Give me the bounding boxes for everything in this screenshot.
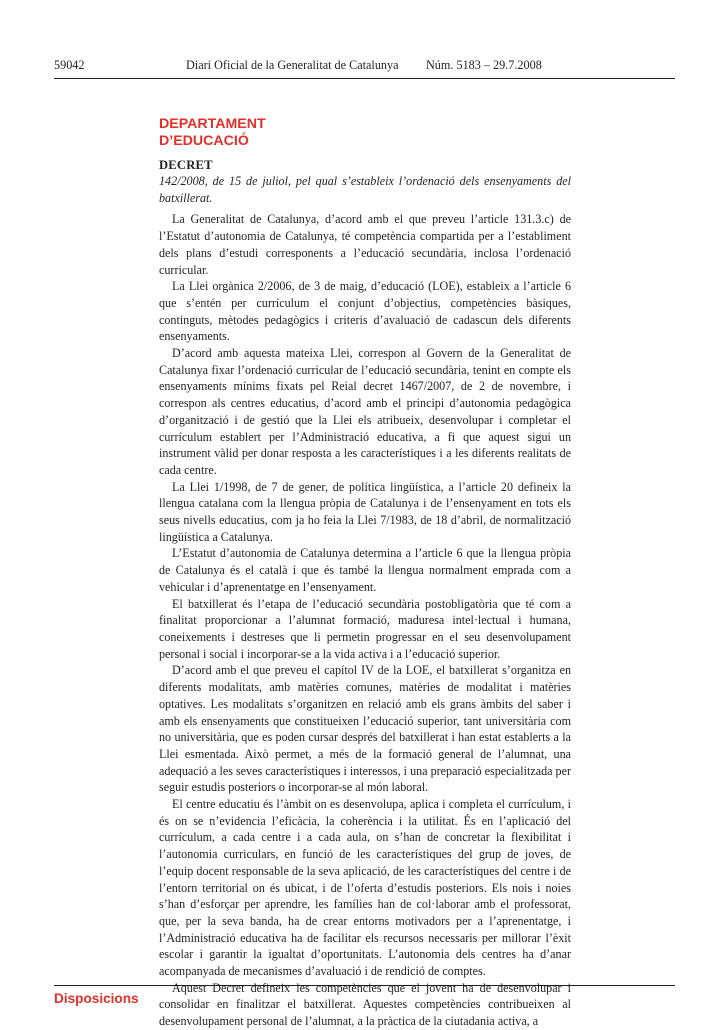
paragraph: Aquest Decret defineix les competències que el jovent ha de desenvolupar i consolidar en finalitzar el batxillerat. Aquestes competències contribueixen al desenvolupament personal de l’alumnat, a la pràctica de la ciutadania activa, a — [159, 980, 571, 1029]
decree-subtitle: 142/2008, de 15 de juliol, pel qual s’estableix l’ordenació dels ensenyaments del batxillerat. — [159, 174, 571, 205]
paragraph: L’Estatut d’autonomia de Catalunya determina a l’article 6 que la llengua pròpia de Catalunya és el català i que és també la llengua normalment emprada com a vehicular i d’aprenentatge en l’ensenyament. — [159, 546, 571, 594]
decree-paragraphs — [159, 211, 571, 1029]
paragraph: La Llei 1/1998, de 7 de gener, de política lingüística, a l’article 20 defineix la llengua catalana com la llengua pròpia de Catalunya i de l’ensenyament en tots els seus nivells educatius, com ja ho feia la Llei 7/1983, de 18 d’abril, de normalització lingüística a Catalunya. — [159, 479, 571, 544]
section-footer: Disposicions — [54, 991, 139, 1006]
decree-title: DECRET — [159, 158, 213, 172]
issue-number-date: Núm. 5183 – 29.7.2008 — [426, 58, 542, 72]
header-rule — [54, 78, 675, 79]
department-line-2: D’EDUCACIÓ — [159, 132, 249, 149]
paragraph: D’acord amb aquesta mateixa Llei, correspon al Govern de la Generalitat de Catalunya fixar l’ordenació curricular de l’educació secundària, tenint en compte els ensenyaments mínims fixats pel Reial decret 1467/2007, de 2 de novembre, i correspon als centres educatius, d’acord amb el principi d’autonomia pedagògica d’organització i de gestió que la Llei els atribueix, desenvolupar i completar el currículum establert per l’Administració educativa, a fi que aquest sigui un instrument vàlid per donar resposta a les característiques i a les diferents realitats de cada centre. — [159, 346, 571, 477]
paragraph: La Generalitat de Catalunya, d’acord amb el que preveu l’article 131.3.c) de l’Estatut d’autonomia de Catalunya, té competència compartida per a l’establiment dels plans d’estudi corresponents a l’educació secundària, inclosa l’ordenació curricular. — [159, 212, 571, 277]
paragraph: El batxillerat és l’etapa de l’educació secundària postobligatòria que té com a finalitat proporcionar a l’alumnat formació, maduresa intel·lectual i humana, coneixements i destreses que li permetin progressar en el seu desenvolupament personal i social i incorporar-se a la vida activa i a l’educació superior. — [159, 596, 571, 661]
paragraph: La Llei orgànica 2/2006, de 3 de maig, d’educació (LOE), estableix a l’article 6 que s’entén per currículum el conjunt d’objectius, competències bàsiques, continguts, mètodes pedagògics i criteris d’avaluació de cadascun dels diferents ensenyaments. — [159, 279, 571, 344]
page-number: 59042 — [54, 58, 85, 72]
department-line-1: DEPARTAMENT — [159, 116, 266, 132]
footer-rule — [54, 985, 675, 986]
journal-title: Diari Oficial de la Generalitat de Catalunya — [186, 58, 399, 72]
page-header — [54, 56, 574, 74]
paragraph: El centre educatiu és l’àmbit on es desenvolupa, aplica i completa el currículum, i és on se n’evidencia l’eficàcia, la coherència i la utilitat. És en l’aplicació del currículum, a cada centre i a cada aula, on s’han de concretar la flexibilitat i l’autonomia curriculars, en funció de les característiques del grup de joves, de l’equip docent responsable de la seva aplicació, de les característiques del centre i de l’entorn territorial on és ubicat, i de l’oferta d’estudis posteriors. Els nois i noies s’han d’esforçar per aprendre, les famílies han de col·laborar amb el professorat, que, per la seva banda, ha de crear entorns motivadors per a l’aprenentatge, i l’Administració educativa ha de facilitar els recursos necessaris per millorar l’èxit escolar i garantir la igualtat d’oportunitats. L’autonomia dels centres ha d’anar acompanyada de mecanismes d’avaluació i de rendició de comptes. — [159, 797, 571, 979]
paragraph: D’acord amb el que preveu el capítol IV de la LOE, el batxillerat s’organitza en diferents modalitats, amb matèries comunes, matèries de modalitat i matèries optatives. Les modalitats s’organitzen en relació amb els grans àmbits del saber i amb els ensenyaments que constitueixen l’educació superior, tant universitària com no universitària, que es poden cursar després del batxillerat i han estat establerts a la Llei esmentada. Això permet, a més de la formació general de l’alumnat, una adequació a les seves característiques i interessos, i una preparació especialitzada per seguir estudis posteriors o incorporar-se al món laboral. — [159, 663, 571, 795]
document-body — [159, 116, 571, 1030]
